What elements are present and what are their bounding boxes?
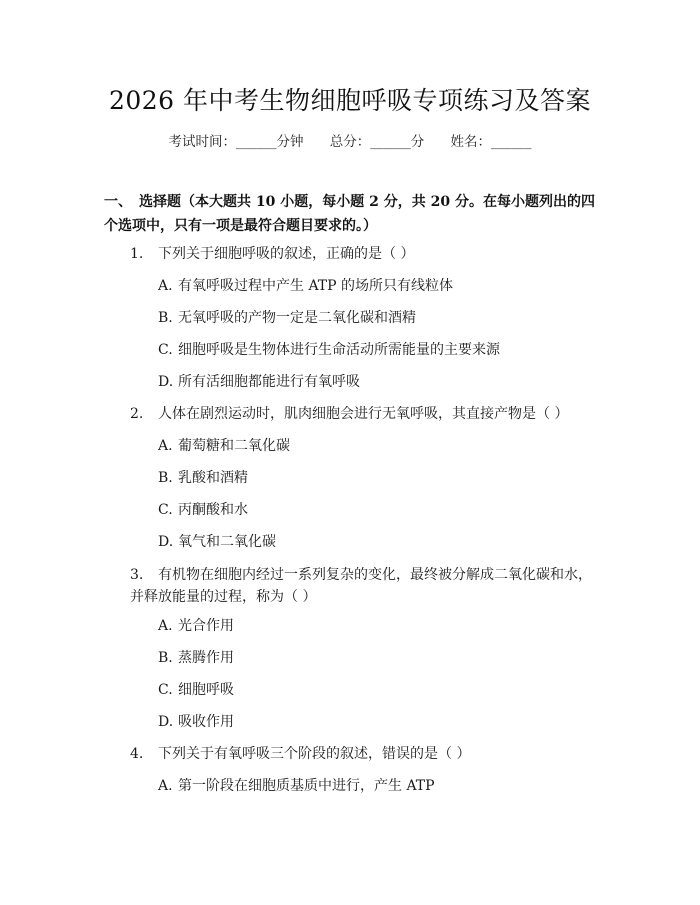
option-letter: D. (158, 534, 174, 550)
option-letter: B. (158, 650, 173, 666)
option-1a (158, 276, 453, 296)
option-text: 细胞呼吸 (178, 682, 234, 698)
option-text: 光合作用 (178, 618, 234, 634)
question-2 (130, 404, 568, 424)
option-text: 有氧呼吸过程中产生 ATP 的场所只有线粒体 (178, 278, 454, 294)
option-text: 吸收作用 (178, 714, 234, 730)
option-letter: D. (158, 374, 174, 390)
option-1c (158, 340, 500, 360)
option-letter: D. (158, 714, 174, 730)
option-text: 氧气和二氧化碳 (178, 534, 276, 550)
option-letter: A. (158, 438, 173, 454)
option-3d (158, 712, 234, 732)
option-text: 所有活细胞都能进行有氧呼吸 (178, 374, 360, 390)
question-text: 人体在剧烈运动时，肌肉细胞会进行无氧呼吸，其直接产物是（ ） (158, 406, 569, 422)
option-text: 细胞呼吸是生物体进行生命活动所需能量的主要来源 (178, 342, 500, 358)
option-text: 葡萄糖和二氧化碳 (178, 438, 290, 454)
document-title: 2026 年中考生物细胞呼吸专项练习及答案 (108, 86, 592, 115)
option-2b (158, 468, 248, 488)
option-2a (158, 436, 290, 456)
question-text: 下列关于有氧呼吸三个阶段的叙述，错误的是（ ） (158, 746, 471, 762)
question-1 (130, 244, 414, 264)
option-letter: C. (158, 682, 173, 698)
option-text: 蒸腾作用 (178, 650, 234, 666)
option-letter: C. (158, 342, 173, 358)
question-number: 4. (130, 746, 144, 762)
option-3c (158, 680, 234, 700)
option-letter: C. (158, 502, 173, 518)
question-number: 1. (130, 246, 144, 262)
question-text: 有机物在细胞内经过一系列复杂的变化，最终被分解成二氧化碳和水，并释放能量的过程，称为（ ） (130, 567, 592, 605)
option-3a (158, 616, 234, 636)
exam-time-field: 考试时间：______分钟 (168, 134, 304, 150)
option-letter: B. (158, 470, 173, 486)
exam-info-line (0, 132, 700, 152)
option-letter: A. (158, 778, 173, 794)
option-1d (158, 372, 360, 392)
option-letter: B. (158, 310, 173, 326)
option-text: 丙酮酸和水 (178, 502, 248, 518)
question-3 (130, 564, 600, 608)
option-text: 乳酸和酒精 (178, 470, 248, 486)
question-number: 3. (130, 567, 144, 583)
option-4a (158, 776, 435, 796)
option-2c (158, 500, 248, 520)
option-letter: A. (158, 278, 173, 294)
total-score-field: 总分：______分 (329, 134, 425, 150)
question-text: 下列关于细胞呼吸的叙述，正确的是（ ） (158, 246, 415, 262)
option-text: 第一阶段在细胞质基质中进行，产生 ATP (178, 778, 435, 794)
option-text: 无氧呼吸的产物一定是二氧化碳和酒精 (178, 310, 416, 326)
option-2d (158, 532, 276, 552)
section-heading: 一、 选择题（本大题共 10 小题，每小题 2 分，共 20 分。在每小题列出的四个选项中，只有一项是最符合题目要求的。） (104, 194, 595, 234)
student-name-field: 姓名：______ (450, 134, 532, 150)
option-3b (158, 648, 234, 668)
question-4 (130, 744, 470, 764)
option-1b (158, 308, 416, 328)
option-letter: A. (158, 618, 173, 634)
question-number: 2. (130, 406, 144, 422)
